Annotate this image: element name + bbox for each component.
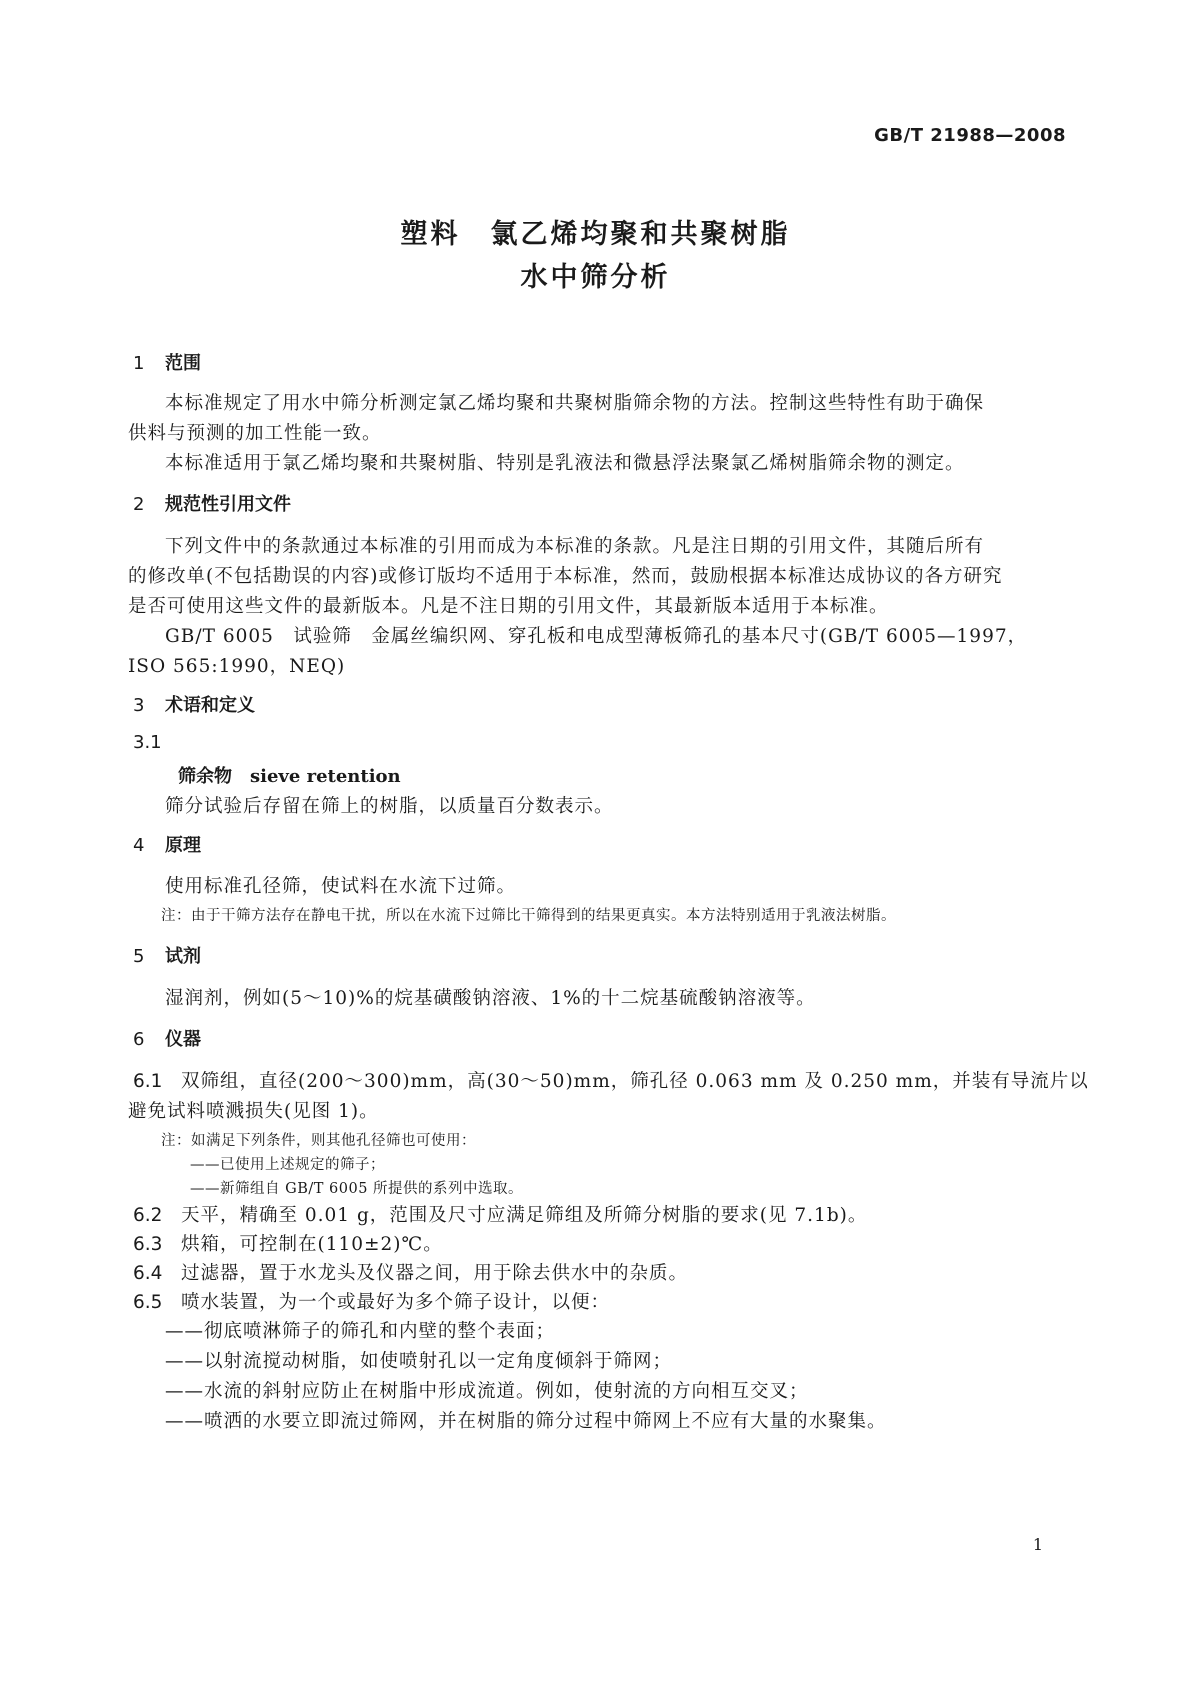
clause-text: 过滤器，置于水龙头及仪器之间，用于除去供水中的杂质。 xyxy=(181,1263,689,1284)
clause-6-3 xyxy=(133,1230,443,1256)
note: 注：由于干筛方法存在静电干扰，所以在水流下过筛比干筛得到的结果更真实。本方法特别适用于乳液法树脂。 xyxy=(161,908,896,924)
list-item: ——喷洒的水要立即流过筛网，并在树脂的筛分过程中筛网上不应有大量的水聚集。 xyxy=(165,1411,887,1432)
section-number: 5 xyxy=(133,946,145,967)
paragraph: 的修改单(不包括勘误的内容)或修订版均不适用于本标准，然而，鼓励根据本标准达成协议的各方研究 xyxy=(128,566,1003,587)
section-number: 6 xyxy=(133,1029,145,1050)
paragraph: 使用标准孔径筛，使试料在水流下过筛。 xyxy=(165,876,517,897)
section-2-heading xyxy=(133,490,291,516)
clause-number: 6.5 xyxy=(133,1292,163,1313)
clause-number: 6.2 xyxy=(133,1205,163,1226)
section-title: 原理 xyxy=(165,835,201,856)
section-number: 2 xyxy=(133,494,145,515)
clause-text: 喷水装置，为一个或最好为多个筛子设计，以便： xyxy=(181,1292,611,1313)
list-item: ——以射流搅动树脂，如使喷射孔以一定角度倾斜于筛网； xyxy=(165,1351,673,1372)
section-6-heading xyxy=(133,1025,201,1051)
list-item: ——水流的斜射应防止在树脂中形成流道。例如，使射流的方向相互交叉； xyxy=(165,1381,809,1402)
clause-number: 6.1 xyxy=(133,1071,163,1092)
paragraph: 本标准适用于氯乙烯均聚和共聚树脂、特别是乳液法和微悬浮法聚氯乙烯树脂筛余物的测定。 xyxy=(165,453,965,474)
note-item: ——新筛组自 GB/T 6005 所提供的系列中选取。 xyxy=(190,1181,524,1197)
paragraph: 本标准规定了用水中筛分析测定氯乙烯均聚和共聚树脂筛余物的方法。控制这些特性有助于确保 xyxy=(165,393,985,414)
note: 注：如满足下列条件，则其他孔径筛也可使用： xyxy=(161,1133,476,1149)
section-number: 4 xyxy=(133,835,145,856)
term-entry xyxy=(178,762,401,788)
subsection-number: 3.1 xyxy=(133,732,162,753)
term-chinese: 筛余物 xyxy=(178,766,232,787)
clause-text: 烘箱，可控制在(110±2)℃。 xyxy=(181,1234,443,1255)
section-title: 试剂 xyxy=(165,946,201,967)
paragraph: 供料与预测的加工性能一致。 xyxy=(128,423,382,444)
note-item: ——已使用上述规定的筛子； xyxy=(190,1157,385,1173)
section-title: 术语和定义 xyxy=(165,695,255,716)
term-english: sieve retention xyxy=(250,766,401,787)
paragraph: 湿润剂，例如(5～10)%的烷基磺酸钠溶液、1%的十二烷基硫酸钠溶液等。 xyxy=(165,988,816,1009)
section-number: 3 xyxy=(133,695,145,716)
standard-number: GB/T 21988—2008 xyxy=(874,125,1066,146)
section-title: 范围 xyxy=(165,353,201,374)
section-4-heading xyxy=(133,831,201,857)
clause-number: 6.3 xyxy=(133,1234,163,1255)
document-title-line1: 塑料 氯乙烯均聚和共聚树脂 xyxy=(400,219,791,250)
clause-number: 6.4 xyxy=(133,1263,163,1284)
clause-text: 天平，精确至 0.01 g，范围及尺寸应满足筛组及所筛分树脂的要求(见 7.1b)。 xyxy=(181,1205,868,1226)
section-title: 仪器 xyxy=(165,1029,201,1050)
clause-text: 避免试料喷溅损失(见图 1)。 xyxy=(128,1101,379,1122)
paragraph: 是否可使用这些文件的最新版本。凡是不注日期的引用文件，其最新版本适用于本标准。 xyxy=(128,596,889,617)
normative-reference: GB/T 6005 试验筛 金属丝编织网、穿孔板和电成型薄板筛孔的基本尺寸(GB/T 6005—1997， xyxy=(165,626,1028,647)
section-1-heading xyxy=(133,349,201,375)
document-title-line2: 水中筛分析 xyxy=(520,262,671,293)
page-number: 1 xyxy=(1032,1535,1043,1554)
clause-6-4 xyxy=(133,1259,688,1285)
clause-6-2 xyxy=(133,1201,867,1227)
clause-text: 双筛组，直径(200～300)mm，高(30～50)mm，筛孔径 0.063 mm 及 0.250 mm，并装有导流片以 xyxy=(181,1071,1089,1092)
term-definition: 筛分试验后存留在筛上的树脂，以质量百分数表示。 xyxy=(165,796,614,817)
clause-6-1 xyxy=(133,1067,1089,1093)
section-title: 规范性引用文件 xyxy=(165,494,291,515)
section-5-heading xyxy=(133,942,201,968)
paragraph: 下列文件中的条款通过本标准的引用而成为本标准的条款。凡是注日期的引用文件，其随后所有 xyxy=(165,536,985,557)
section-3-heading xyxy=(133,691,255,717)
list-item: ——彻底喷淋筛子的筛孔和内壁的整个表面； xyxy=(165,1321,556,1342)
clause-6-5 xyxy=(133,1288,610,1314)
section-number: 1 xyxy=(133,353,145,374)
normative-reference: ISO 565:1990，NEQ) xyxy=(128,656,346,677)
